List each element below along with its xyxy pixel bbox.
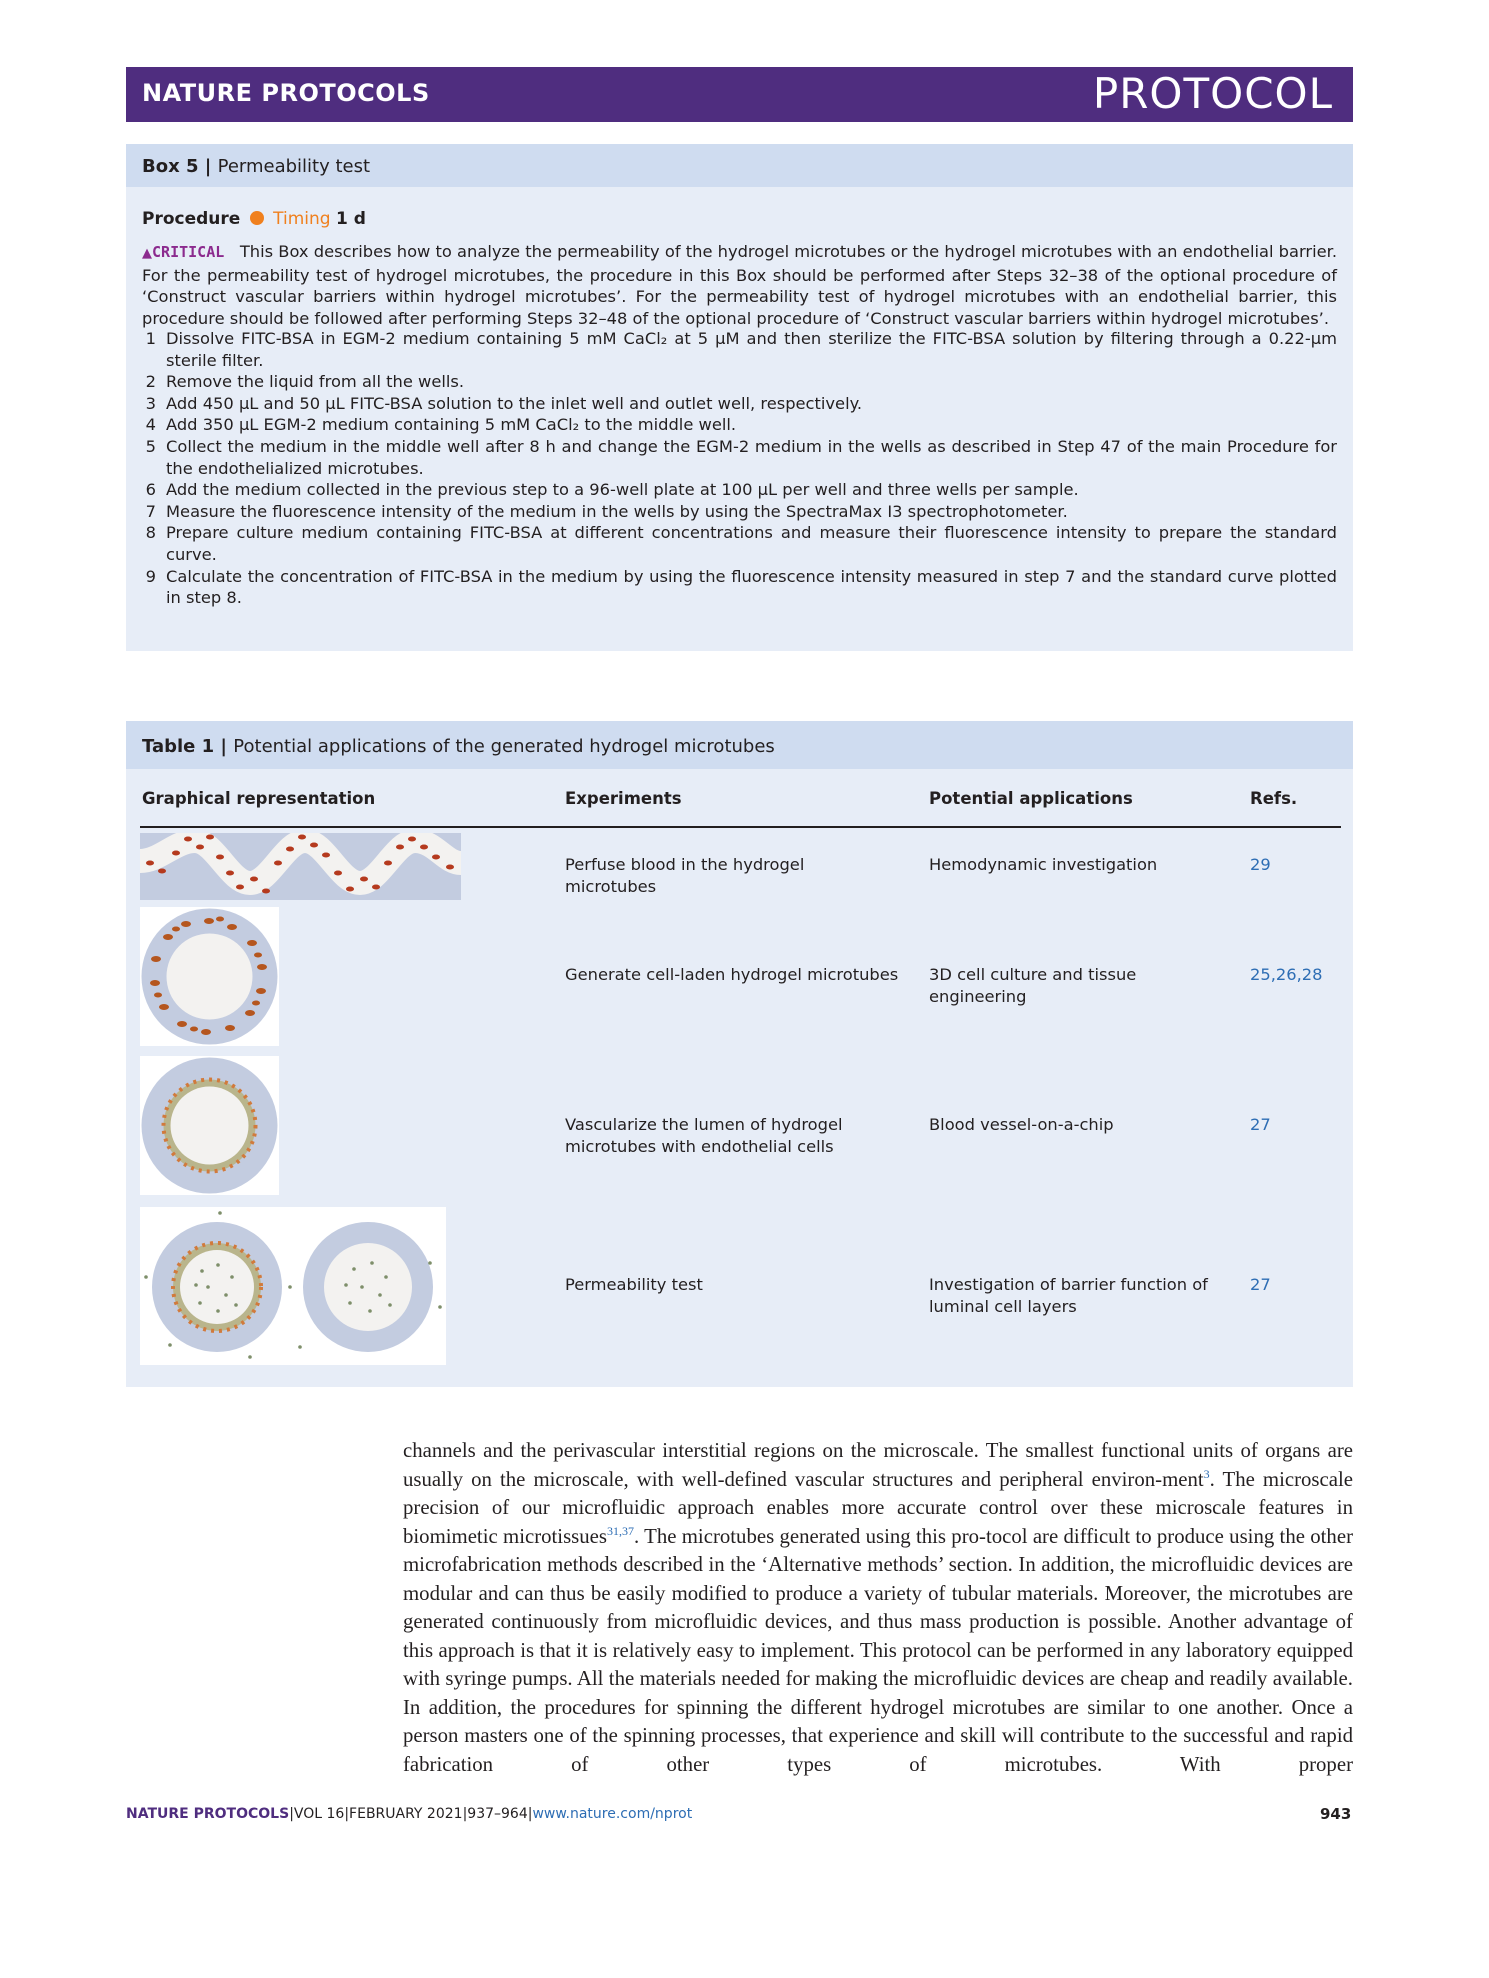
footer-sep: | <box>462 1806 468 1822</box>
step-item <box>142 522 1337 565</box>
citation-31-37[interactable]: 31,37 <box>607 1523 634 1538</box>
critical-label: CRITICAL <box>152 243 225 261</box>
step-item <box>142 393 1337 415</box>
step-text: Add 450 μL and 50 μL FITC-BSA solution to the inlet well and outlet well, respectively. <box>166 393 863 413</box>
step-item <box>142 479 1337 501</box>
row-4-refs[interactable]: 27 <box>1250 1275 1271 1294</box>
step-item <box>142 328 1337 371</box>
column-header-experiments: Experiments <box>565 789 682 808</box>
row-1-refs[interactable]: 29 <box>1250 855 1271 874</box>
cell-laden-microtube-graphic <box>140 907 279 1046</box>
column-header-refs: Refs. <box>1250 789 1298 808</box>
step-item <box>142 566 1337 609</box>
step-number: 5 <box>145 436 156 456</box>
body-text-2: . The microscale precision of our microfluidic approach enables more accurate control over these microscale features in biomimetic microtissues <box>403 1467 1353 1548</box>
permeability-test-graphic <box>140 1207 446 1365</box>
page-number: 943 <box>1320 1805 1352 1823</box>
column-header-applications: Potential applications <box>929 789 1133 808</box>
box-5-header <box>126 144 1353 187</box>
table-1-header <box>126 721 1353 769</box>
step-number: 7 <box>145 501 156 521</box>
step-number: 8 <box>145 523 156 543</box>
footer-sep: | <box>527 1806 533 1822</box>
footer-pages: 937–964 <box>467 1806 528 1822</box>
table-header-rule <box>140 826 1341 828</box>
row-4-experiment: Permeability test <box>565 1275 703 1294</box>
step-text: Prepare culture medium containing FITC-BSA at different concentrations and measure their fluorescence intensity to prepare the standard curve. <box>166 523 1337 564</box>
step-number: 1 <box>145 329 156 348</box>
wavy-microtube-blood-graphic <box>140 833 461 900</box>
footer-citation <box>126 1806 692 1822</box>
row-2-experiment: Generate cell-laden hydrogel microtubes <box>565 965 899 984</box>
journal-name: NATURE PROTOCOLS <box>142 79 430 107</box>
step-number: 6 <box>145 480 156 500</box>
row-2-application: 3D cell culture and tissue engineering <box>929 965 1137 1006</box>
critical-triangle-icon: ▲ <box>142 246 153 261</box>
step-text: Add 350 μL EGM-2 medium containing 5 mM CaCl₂ to the middle well. <box>166 415 737 435</box>
procedure-label: Procedure <box>142 209 241 229</box>
step-item <box>142 371 1337 393</box>
timing-clock-icon <box>250 211 264 225</box>
footer-journal: NATURE PROTOCOLS <box>126 1806 290 1822</box>
row-1-application: Hemodynamic investigation <box>929 855 1158 874</box>
column-header-graphical: Graphical representation <box>142 789 376 808</box>
body-text-3: . The microtubes generated using this pro-tocol are difficult to produce using the other microfabrication methods described in the ‘Alternative methods’ section. In addition, the microfluidic devices are modular and can thus be easily modified to produce a variety of tubular materials. Moreover, the microtubes are generated continuously from microfluidic devices, and thus mass production is possible. Another advantage of this approach is that it is relatively easy to implement. This protocol can be performed in any laboratory equipped with syringe pumps. All the materials needed for making the microfluidic devices are cheap and readily available. In addition, the procedures for spinning the different hydrogel microtubes are similar to one another. Once a person masters one of the spinning processes, that experience and skill will contribute to the successful and rapid fabrication of other types of microtubes. With proper <box>403 1524 1353 1776</box>
footer-date: FEBRUARY 2021 <box>349 1806 463 1822</box>
box-5 <box>126 144 1353 651</box>
row-3-refs[interactable]: 27 <box>1250 1115 1271 1134</box>
row-3-experiment: Vascularize the lumen of hydrogel microtubes with endothelial cells <box>565 1115 843 1156</box>
row-1-experiment: Perfuse blood in the hydrogel microtubes <box>565 855 805 896</box>
article-type: PROTOCOL <box>1092 69 1333 118</box>
step-number: 2 <box>145 372 156 392</box>
table-1-title <box>142 736 775 757</box>
body-text-1: channels and the perivascular interstitial regions on the microscale. The smallest functional units of organs are usually on the microscale, with well-defined vascular structures and peripheral environ-ment <box>403 1439 1353 1491</box>
step-number: 9 <box>145 566 156 586</box>
box-5-title-text: Permeability test <box>217 156 371 177</box>
timing-value: 1 d <box>335 209 366 229</box>
step-text: Remove the liquid from all the wells. <box>166 372 465 392</box>
step-number: 3 <box>145 393 156 413</box>
procedure-line <box>142 209 366 229</box>
box-5-label: Box 5 | <box>142 156 212 177</box>
row-2-refs[interactable]: 25,26,28 <box>1250 965 1323 984</box>
step-text: Collect the medium in the middle well after 8 h and change the EGM-2 medium in the wells as described in Step 47 of the main Procedure for the endothelialized microtubes. <box>166 436 1337 478</box>
footer-url-link[interactable]: www.nature.com/nprot <box>532 1806 693 1822</box>
row-4-application: Investigation of barrier function of luminal cell layers <box>929 1275 1208 1316</box>
footer-volume: VOL 16 <box>293 1806 345 1822</box>
box-5-title <box>142 156 370 177</box>
critical-note <box>142 241 1337 329</box>
step-item <box>142 501 1337 523</box>
step-text: Calculate the concentration of FITC-BSA in the medium by using the fluorescence intensity measured in step 7 and the standard curve plotted in step 8. <box>166 566 1337 608</box>
step-item <box>142 414 1337 436</box>
table-1-label: Table 1 | <box>142 736 227 757</box>
step-item <box>142 436 1337 479</box>
critical-text: This Box describes how to analyze the permeability of the hydrogel microtubes or the hydrogel microtubes with an endothelial barrier. For the permeability test of hydrogel microtubes, the procedure in this Box should be performed after Steps 32–38 of the optional procedure of ‘Construct vascular barriers within hydrogel microtubes’. For the permeability test of hydrogel microtubes with an endothelial barrier, this procedure should be followed after performing Steps 32–48 of the optional procedure of ‘Construct vascular barriers within hydrogel microtubes’. <box>142 242 1337 328</box>
footer-sep: | <box>344 1806 350 1822</box>
citation-3[interactable]: 3 <box>1203 1466 1210 1481</box>
timing-label: Timing <box>273 209 331 229</box>
step-text: Measure the fluorescence intensity of the medium in the wells by using the SpectraMax I3 spectrophotometer. <box>166 501 1068 521</box>
journal-header-bar <box>126 67 1353 122</box>
step-number: 4 <box>145 415 156 435</box>
footer-sep: | <box>289 1806 294 1822</box>
row-3-application: Blood vessel-on-a-chip <box>929 1115 1114 1134</box>
body-paragraph <box>403 1437 1353 1779</box>
step-text: Add the medium collected in the previous step to a 96-well plate at 100 μL per well and three wells per sample. <box>166 480 1079 500</box>
table-1-title-text: Potential applications of the generated hydrogel microtubes <box>233 736 775 757</box>
table-1 <box>126 721 1353 1387</box>
step-text: Dissolve FITC-BSA in EGM-2 medium containing 5 mM CaCl₂ at 5 μM and then sterilize the FITC-BSA solution by filtering through a 0.22-μm sterile filter. <box>166 329 1337 370</box>
procedure-steps <box>142 328 1337 609</box>
endothelialized-microtube-graphic <box>140 1056 279 1195</box>
